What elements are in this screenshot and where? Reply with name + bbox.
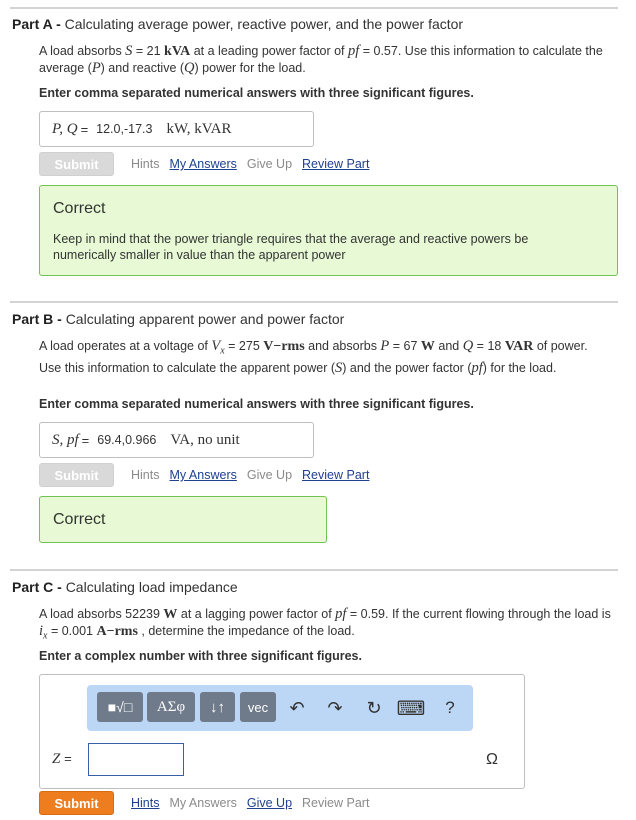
answer-value: 69.4,0.966: [97, 433, 157, 447]
review-part-link[interactable]: Review Part: [302, 796, 370, 810]
part-c-actions: [39, 791, 379, 815]
my-answers-link[interactable]: My Answers: [169, 468, 237, 482]
part-b-heading: [12, 311, 344, 327]
undo-icon[interactable]: ↶: [289, 697, 305, 718]
keyboard-icon[interactable]: ⌨: [396, 697, 426, 720]
submit-button[interactable]: Submit: [39, 463, 114, 487]
my-answers-link[interactable]: My Answers: [169, 796, 237, 810]
part-b-instruction: Enter comma separated numerical answers with three significant figures.: [39, 397, 474, 411]
part-a-answer-box[interactable]: P, Q = 12.0,-17.3 kW, kVAR: [39, 111, 314, 147]
part-a-label: Part A -: [12, 16, 61, 32]
part-a-problem: A load absorbs S = 21 kVA at a leading power factor of pf = 0.57. Use this information to calculate the average (P) and reactive (Q) power for the load.: [39, 43, 603, 76]
feedback-title: Correct: [53, 200, 106, 217]
give-up-link[interactable]: Give Up: [246, 796, 293, 810]
give-up-link[interactable]: Give Up: [246, 468, 293, 482]
part-a-feedback: [39, 185, 618, 276]
part-c-problem: A load absorbs 52239 W at a lagging power factor of pf = 0.59. If the current flowing through the load is $i_x = 0.001$ A−rms , determine the impedance of the load.: [39, 606, 611, 642]
part-b-problem: A load operates at a voltage of $V_x = 275$ V−rms and absorbs P = 67 W and Q = 18 VAR of power. Use this information to calculate the apparent power (S) and the power factor (pf) for the load.: [39, 338, 588, 376]
hints-link[interactable]: Hints: [131, 796, 160, 810]
divider-part-b: [10, 301, 618, 303]
part-a-title: Calculating average power, reactive power, and the power factor: [64, 16, 464, 32]
subscript-superscript-button[interactable]: ↓↑: [200, 692, 235, 722]
reset-icon[interactable]: ↻: [366, 697, 382, 718]
redo-icon[interactable]: ↷: [327, 697, 343, 718]
answer-unit: Ω: [486, 751, 498, 768]
my-answers-link[interactable]: My Answers: [169, 157, 237, 171]
part-c-title: Calculating load impedance: [65, 579, 238, 595]
hints-link[interactable]: Hints: [131, 468, 160, 482]
greek-symbols-button[interactable]: ΑΣφ: [147, 692, 195, 722]
review-part-link[interactable]: Review Part: [302, 468, 370, 482]
answer-label: P, Q: [52, 120, 78, 137]
part-a-heading: [12, 16, 463, 32]
part-a-instruction: Enter comma separated numerical answers with three significant figures.: [39, 86, 474, 100]
review-part-link[interactable]: Review Part: [302, 157, 370, 171]
part-b-title: Calculating apparent power and power factor: [65, 311, 345, 327]
math-toolbar: [87, 685, 473, 731]
submit-button[interactable]: Submit: [39, 152, 114, 176]
part-b-actions: [39, 463, 379, 487]
part-b-answer-box[interactable]: S, pf = 69.4,0.966 VA, no unit: [39, 422, 314, 458]
submit-button[interactable]: Submit: [39, 791, 114, 815]
give-up-link[interactable]: Give Up: [246, 157, 293, 171]
vector-button[interactable]: vec: [240, 692, 276, 722]
impedance-input[interactable]: [88, 743, 184, 776]
answer-unit: kW, kVAR: [166, 120, 232, 137]
help-icon[interactable]: ?: [445, 698, 455, 717]
hints-link[interactable]: Hints: [131, 157, 160, 171]
answer-label: Z =: [52, 751, 72, 767]
divider-part-c: [10, 569, 618, 571]
part-b-feedback: [39, 496, 327, 543]
part-c-heading: [12, 579, 238, 595]
part-c-instruction: Enter a complex number with three significant figures.: [39, 649, 362, 663]
feedback-title: Correct: [53, 511, 106, 528]
answer-value: 12.0,-17.3: [96, 122, 153, 136]
part-c-label: Part C -: [12, 579, 62, 595]
answer-label: S, pf: [52, 431, 79, 448]
divider-top: [10, 7, 618, 9]
part-c-answer-editor: [39, 674, 525, 789]
feedback-message: Keep in mind that the power triangle requires that the average and reactive powers be numerically smaller in value than the apparent power: [53, 232, 529, 262]
answer-unit: VA, no unit: [170, 431, 240, 448]
templates-button[interactable]: ■√□: [97, 692, 143, 722]
part-b-label: Part B -: [12, 311, 62, 327]
part-a-actions: [39, 152, 379, 176]
